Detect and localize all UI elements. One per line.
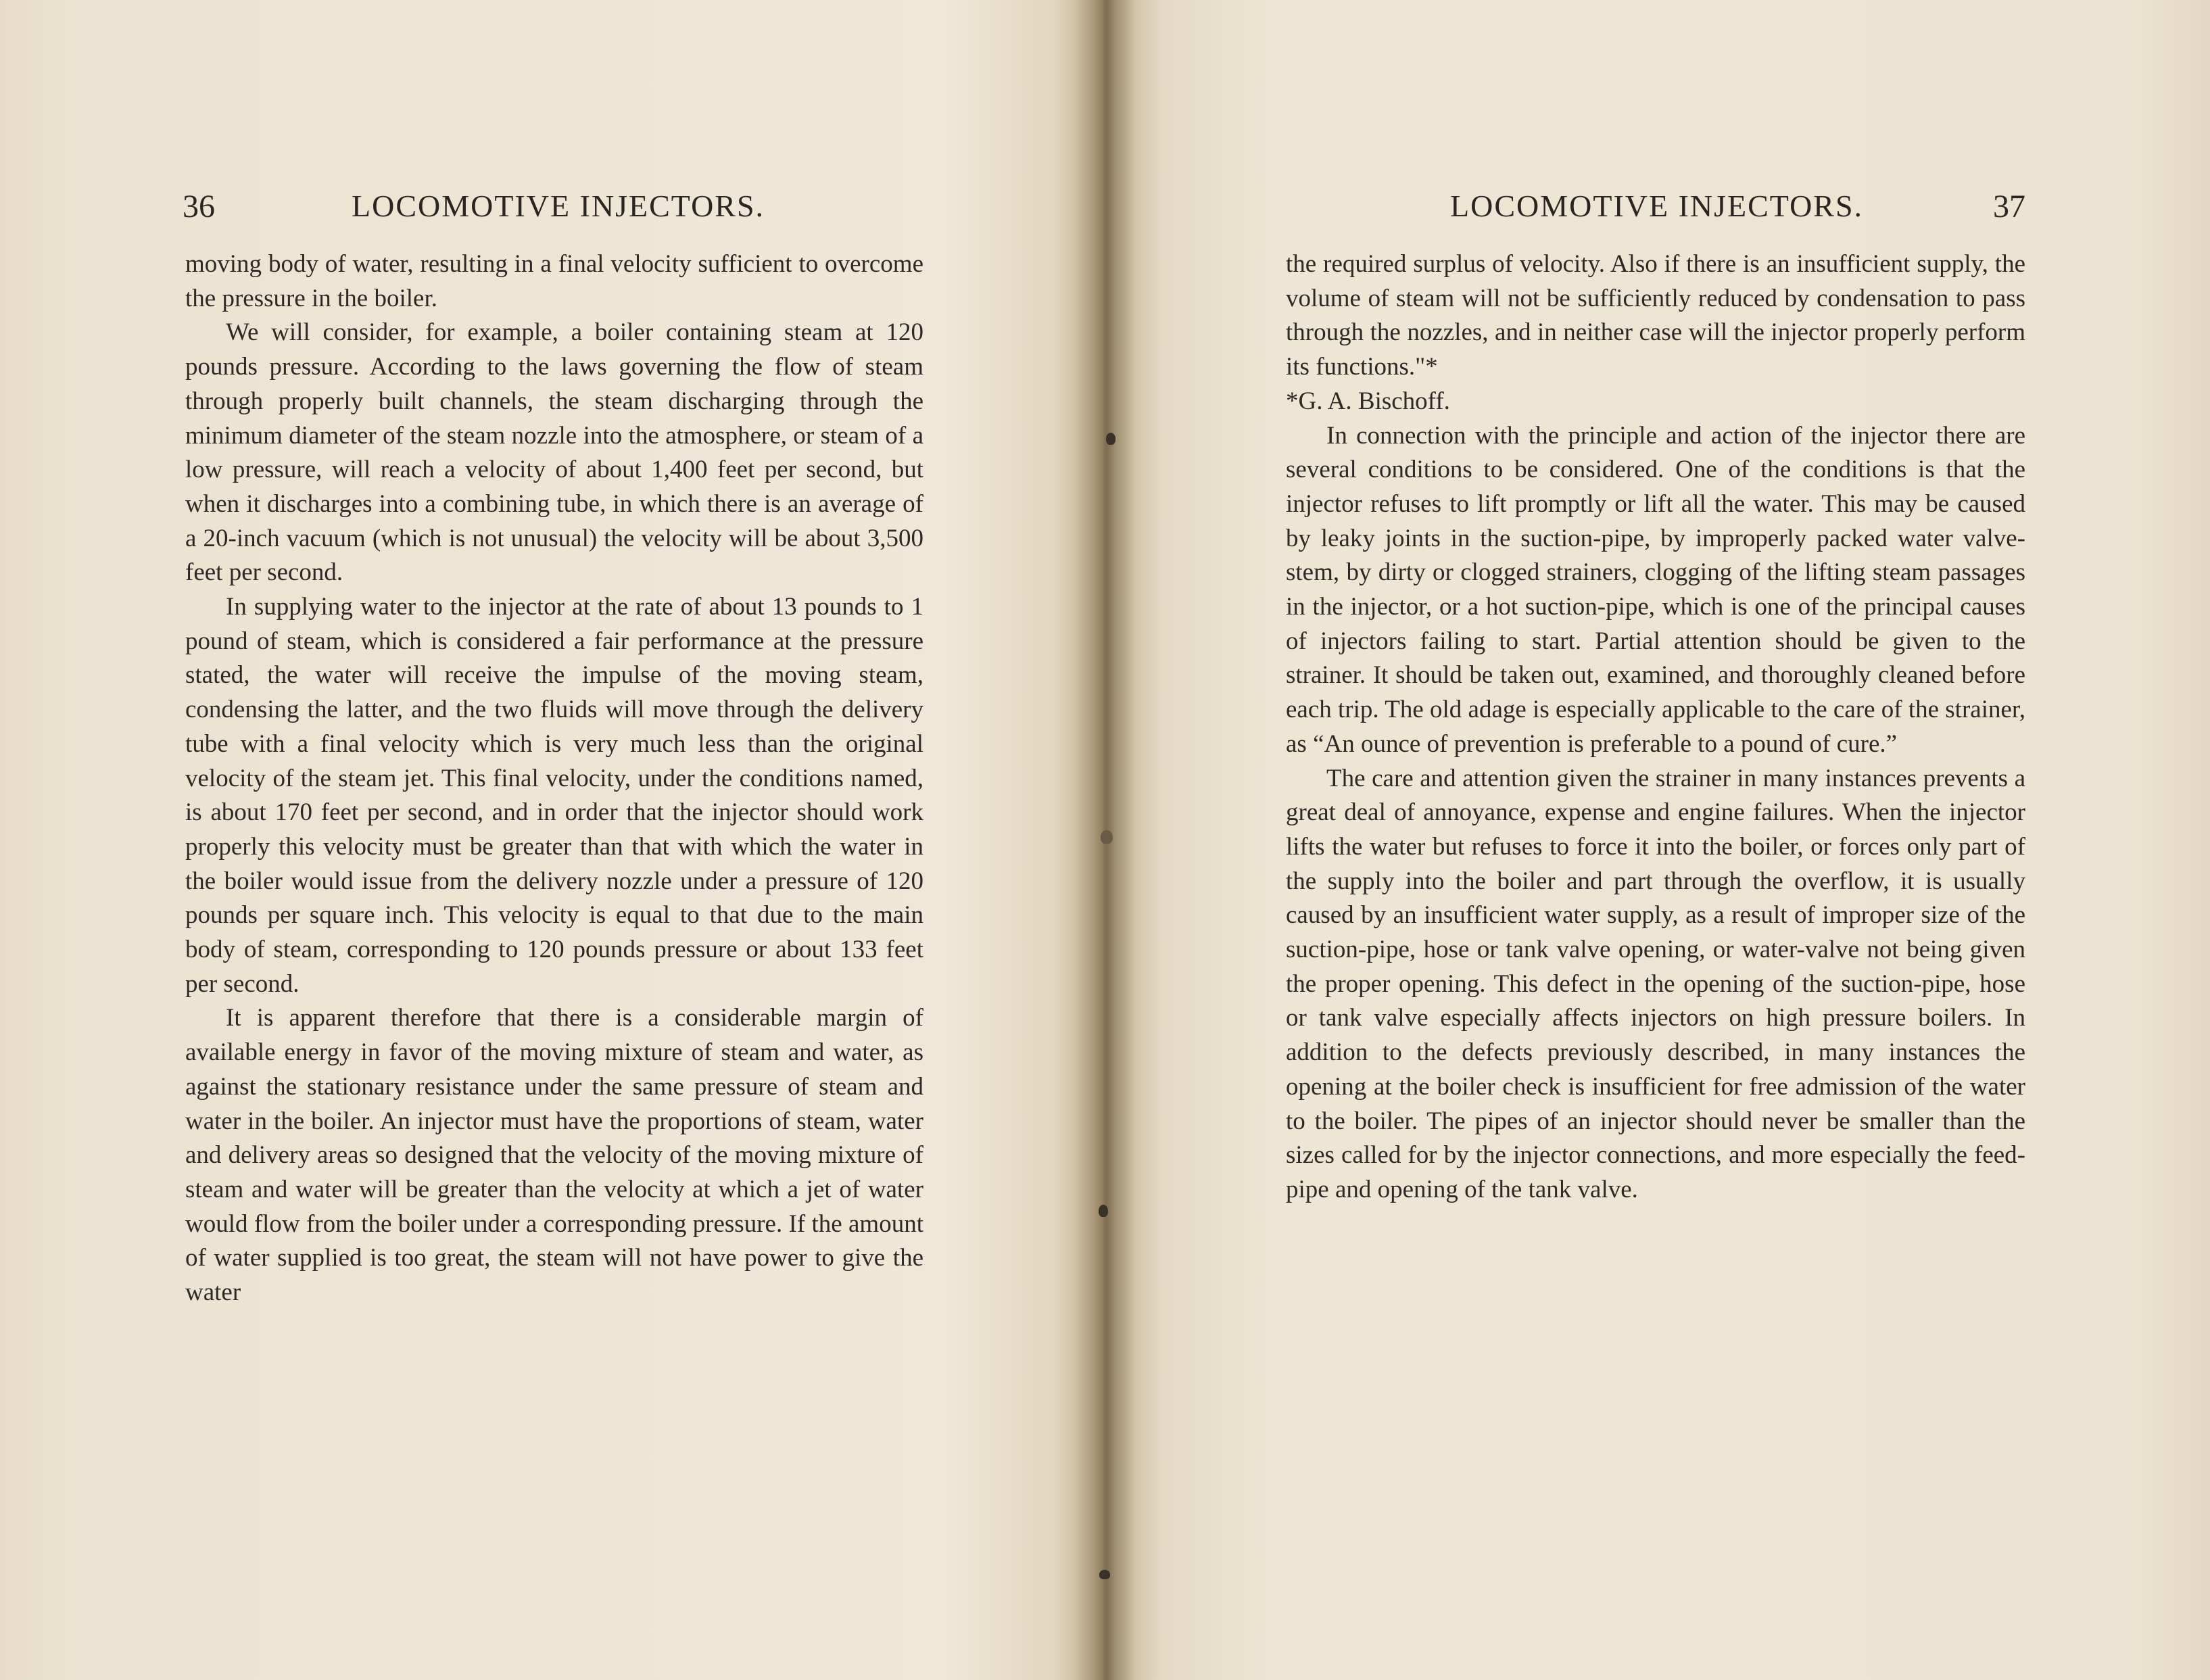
- running-head: LOCOMOTIVE INJECTORS.: [1450, 189, 1864, 223]
- body-text: [1286, 247, 2025, 1207]
- page-number: 36: [183, 189, 215, 224]
- left-page: [0, 0, 1102, 1680]
- paragraph: We will consider, for example, a boiler containing steam at 120 pounds pressure. According to the laws governing the flow of steam through properly built channels, the steam discharging through the minimum diameter of the steam nozzle into the atmosphere, or steam of a low pressure, will reach a velocity of about 1,400 feet per second, but when it discharges into a combining tube, in which there is an average of a 20-inch vacuum (which is not unusual) the velocity will be about 3,500 feet per second.: [185, 318, 923, 587]
- right-page: [1109, 0, 2210, 1680]
- paragraph: the required surplus of velocity. Also if there is an insufficient supply, the volume of steam will not be sufficiently reduced by condensation to pass through the nozzles, and in neither case will the injector properly perform its functions."*: [1286, 250, 2025, 381]
- paragraph: In supplying water to the injector at the rate of about 13 pounds to 1 pound of steam, which is considered a fair performance at the pressure stated, the water will receive the impulse of the moving steam, condensing the latter, and the two fluids will move through the delivery tube with a final velocity which is very much less than the original velocity of the steam jet. This final velocity, under the conditions named, is about 170 feet per second, and in order that the injector should work properly this velocity must be greater than that with which the water in the boiler would issue from the delivery nozzle under a pressure of 120 pounds per square inch. This velocity is equal to that due to the main body of steam, corresponding to 120 pounds pressure or about 133 feet per second.: [185, 593, 923, 998]
- paragraph: In connection with the principle and action of the injector there are several conditions to be considered. One of the conditions is that the injector refuses to lift promptly or lift all the water. This may be caused by leaky joints in the suction-pipe, by improperly packed water valve-stem, by dirty or clogged strainers, clogging of the lifting steam passages in the injector, or a hot suction-pipe, which is one of the principal causes of injectors failing to start. Partial attention should be given to the strainer. It should be taken out, examined, and thoroughly cleaned before each trip. The old adage is especially applicable to the care of the strainer, as “An ounce of prevention is preferable to a pound of cure.”: [1286, 421, 2025, 758]
- body-text: [185, 247, 923, 1310]
- footnote: *G. A. Bischoff.: [1286, 387, 1450, 415]
- paragraph: It is apparent therefore that there is a considerable margin of available energy in favor of the moving mixture of steam and water, as against the stationary resistance under the same pressure of steam and water in the boiler. An injector must have the proportions of steam, water and delivery areas so designed that the velocity of the moving mixture of steam and water will be greater than the velocity at which a jet of water would flow from the boiler under a corresponding pressure. If the amount of water supplied is too great, the steam will not have power to give the water: [185, 1004, 923, 1307]
- paragraph: moving body of water, resulting in a final velocity sufficient to overcome the pressure in the boiler.: [185, 250, 923, 312]
- running-head: LOCOMOTIVE INJECTORS.: [352, 189, 765, 223]
- paragraph: The care and attention given the strainer in many instances prevents a great deal of annoyance, expense and engine failures. When the injector lifts the water but refuses to force it into the boiler, or forces only part of the supply into the boiler and part through the overflow, it is usually caused by an insufficient water supply, as a result of improper size of the suction-pipe, hose or tank valve opening, or water-valve not being given the proper opening. This defect in the opening of the suction-pipe, hose or tank valve especially affects injectors on high pressure boilers. In addition to the defects previously described, in many instances the opening at the boiler check is insufficient for free admission of the water to the boiler. The pipes of an injector should never be smaller than the sizes called for by the injector connections, and more especially the feed-pipe and opening of the tank valve.: [1286, 764, 2025, 1203]
- page-number: 37: [1993, 189, 2025, 224]
